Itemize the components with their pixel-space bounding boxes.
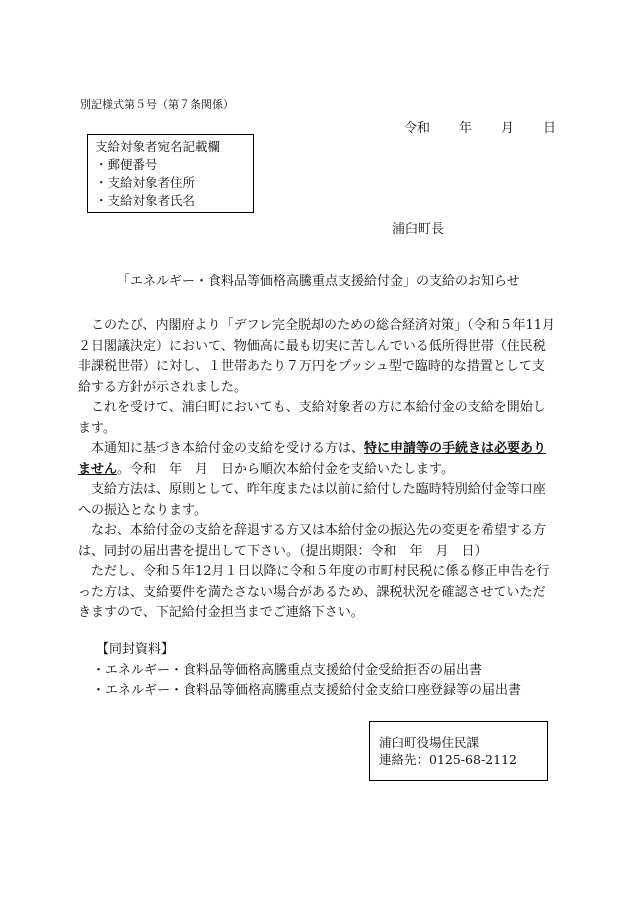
recipient-address-line: ・支給対象者住所 [95, 175, 196, 190]
paragraph-2: これを受けて、浦臼町においても、支給対象者の方に本給付金の支給を開始します。 [78, 400, 546, 436]
document-title: 「エネルギー・食料品等価格高騰重点支援給付金」の支給のお知らせ [117, 274, 520, 289]
enclosures-heading: 【同封資料】 [96, 642, 175, 657]
date-year: 年 [459, 121, 473, 136]
paragraph-1: このたび、内閣府より「デフレ完全脱却のための総合経済対策」（令和５年11月２日閣議決定）において、物価高に最も切実に苦しんでいる低所得世帯（住民税非課税世帯）に対し、１世帯あたり７万円をプッシュ型で臨時的な措置として支給する方針が示されました。 [78, 318, 556, 395]
recipient-box-heading: 支給対象者宛名記載欄 [95, 139, 221, 154]
paragraph-3-pre: 本通知に基づき本給付金の支給を受ける方は、 [91, 441, 365, 456]
paragraph-6: ただし、令和５年12月１日以降に令和５年度の市町村民税に係る修正申告を行った方は、支給要件を満たさない場合があるため、課税状況を確認させていただきますので、下記給付金担当までご連絡下さい。 [78, 564, 550, 620]
paragraph-4: 支給方法は、原則として、昨年度または以前に給付した臨時特別給付金等口座への振込となります。 [78, 482, 546, 518]
body-text [78, 316, 556, 624]
contact-office: 浦臼町役場住民課 [379, 735, 480, 750]
date-day: 日 [543, 121, 557, 136]
enclosure-item: ・エネルギー・食料品等価格高騰重点支援給付金支給口座登録等の届出書 [92, 683, 522, 698]
sender-name: 浦臼町長 [392, 222, 445, 237]
date-era: 令和 [404, 121, 431, 136]
recipient-address-box [87, 134, 254, 213]
recipient-name-line: ・支給対象者氏名 [95, 193, 196, 208]
contact-box [369, 721, 548, 781]
paragraph-5: なお、本給付金の支給を辞退する方又は本給付金の振込先の変更を希望する方は、同封の届出書を提出して下さい。（提出期限：令和 年 月 日） [78, 523, 547, 559]
enclosure-item: ・エネルギー・食料品等価格高騰重点支援給付金受給拒否の届出書 [92, 663, 483, 678]
paragraph-3-post: 。令和 年 月 日から順次本給付金を支給いたします。 [117, 461, 454, 477]
postal-code-line: ・郵便番号 [95, 157, 158, 172]
no-application-required-notice: 特に申請等の手続きは必要ありません [78, 441, 547, 477]
paragraph-3 [78, 439, 556, 480]
date-month: 月 [501, 121, 515, 136]
contact-phone: 連絡先：0125-68-2112 [379, 752, 517, 767]
form-number: 別記様式第５号（第７条関係） [80, 98, 234, 111]
issue-date [404, 117, 556, 136]
